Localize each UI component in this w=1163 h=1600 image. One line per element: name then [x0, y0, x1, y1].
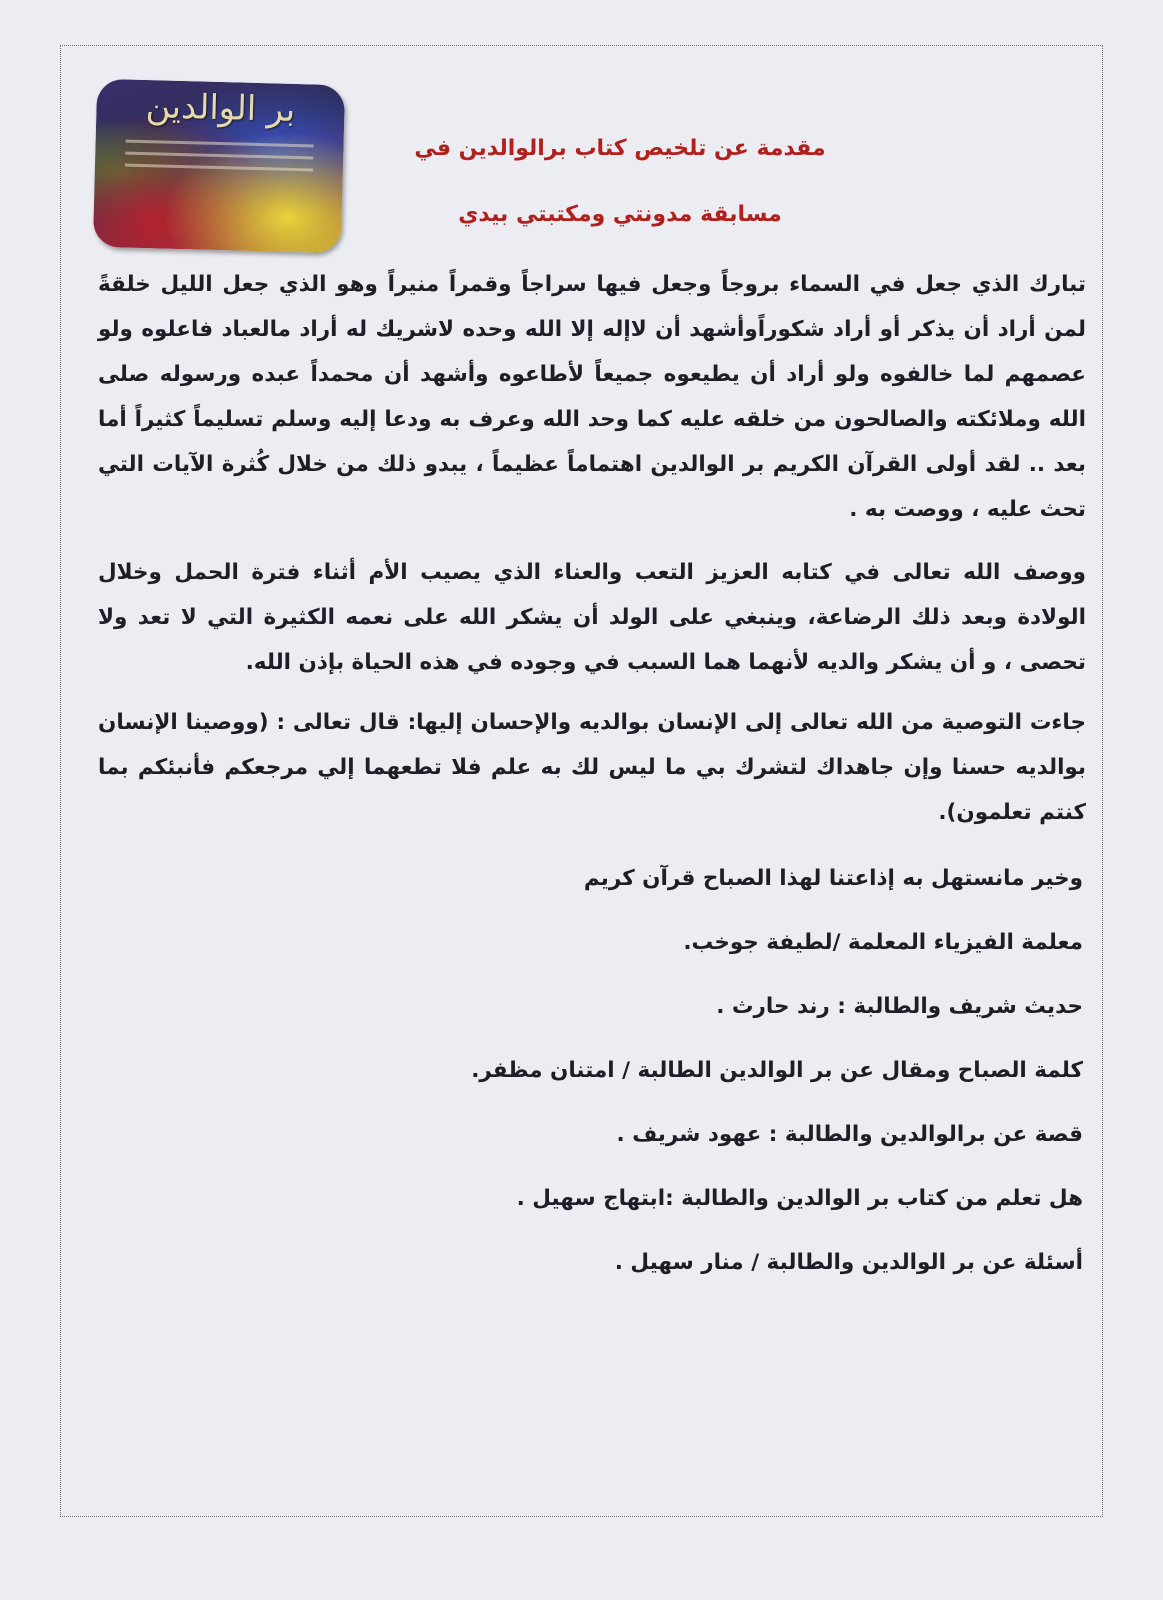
heading-line-2: مسابقة مدونتي ومكتبتي بيدي	[458, 202, 782, 227]
book-cover-image	[93, 79, 345, 253]
paragraph-verse: جاءت التوصية من الله تعالى إلى الإنسان بوالديه والإحسان إليها: قال تعالى : (ووصينا الإنسان بوالديه حسنا وإن جاهداك لتشرك بي ما ليس لك به علم فلا تطعهما إلي مرجعكم فأنبئكم بما كنتم تعلمون).	[98, 710, 1086, 825]
program-line: هل تعلم من كتاب بر الوالدين والطالبة :ابتهاج سهيل .	[516, 1186, 1083, 1211]
program-line: أسئلة عن بر الوالدين والطالبة / منار سهيل .	[614, 1250, 1083, 1275]
heading-line-1: مقدمة عن تلخيص كتاب برالوالدين في	[414, 136, 826, 161]
program-line: وخير مانستهل به إذاعتنا لهذا الصباح قرآن كريم	[583, 866, 1083, 891]
program-line: حديث شريف والطالبة : رند حارث .	[716, 994, 1083, 1019]
program-line: قصة عن برالوالدين والطالبة : عهود شريف .	[616, 1122, 1083, 1147]
program-line: معلمة الفيزياء المعلمة /لطيفة جوخب.	[683, 930, 1083, 955]
program-line: كلمة الصباح ومقال عن بر الوالدين الطالبة / امتنان مظفر.	[471, 1058, 1083, 1083]
book-cover-subtitle-lines	[125, 140, 314, 181]
paragraph-intro: تبارك الذي جعل في السماء بروجاً وجعل فيها سراجاً وقمراً منيراً وهو الذي جعل الليل خلقةً لمن أراد أن يذكر أو أراد شكوراًوأشهد أن لاإله إلا الله وحده لاشريك له أراد مالعباد فاعلوه ولو عصمهم لما خالفوه ولو أراد أن يطيعوه جميعاً لأطاعوه وأشهد أن محمداً عبده ورسوله صلى الله وملائكته والصالحون من خلقه عليه كما وحد الله وعرف به ودعا إليه وسلم تسليماً كثيراً أما بعد .. لقد أولى القرآن الكريم بر الوالدين اهتماماً عظيماً ، يبدو ذلك من خلال كُثرة الآيات التي تحث عليه ، ووصت به .	[98, 272, 1086, 522]
book-cover-title: بر الوالدين	[145, 86, 296, 130]
paragraph-mother: ووصف الله تعالى في كتابه العزيز التعب والعناء الذي يصيب الأم أثناء فترة الحمل وخلال الولادة وبعد ذلك الرضاعة، وينبغي على الولد أن يشكر الله على نعمه الكثيرة التي لا تعد ولا تحصى ، و أن يشكر والديه لأنهما هما السبب في وجوده في هذه الحياة بإذن الله.	[98, 560, 1086, 675]
